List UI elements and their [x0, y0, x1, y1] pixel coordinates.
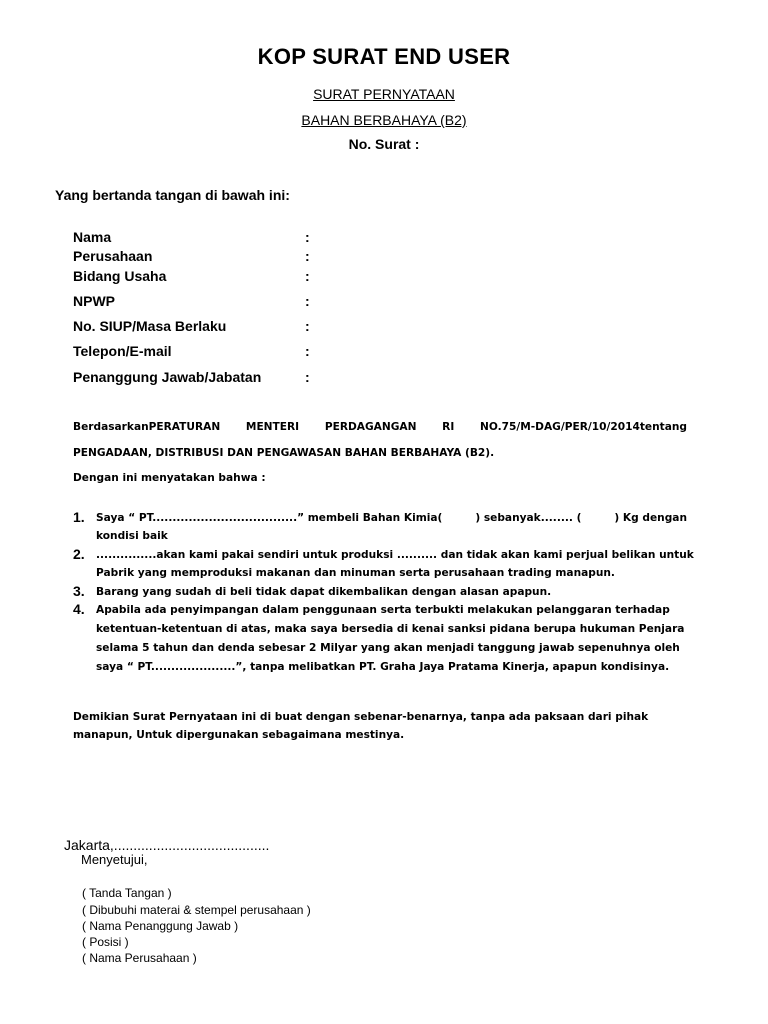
place-date: Jakarta,........................................ [64, 837, 270, 853]
closing-line2: manapun, Untuk dipergunakan sebagaimana mestinya. [73, 729, 405, 741]
legal-basis-line1 [73, 421, 687, 433]
letter-number: No. Surat : [348, 136, 420, 152]
field-colon: : [305, 229, 310, 245]
item-1-line1 [96, 512, 687, 524]
field-label-nama: Nama [73, 229, 112, 245]
signature-line: ( Dibubuhi materai & stempel perusahaan ) [82, 903, 311, 917]
item-number: 4. [73, 601, 85, 617]
legal-word: NO.75/M-DAG/PER/10/2014tentang [479, 421, 687, 433]
field-colon: : [305, 369, 310, 385]
document-title: SURAT PERNYATAAN [313, 86, 455, 102]
field-label-penanggung-jawab: Penanggung Jawab/Jabatan [73, 369, 262, 385]
item-1-segment: ) sebanyak........ ( [475, 512, 582, 524]
signature-line: ( Nama Perusahaan ) [82, 951, 197, 965]
declaration-intro: Dengan ini menyatakan bahwa : [73, 472, 266, 484]
item-2-line1: ...............akan kami pakai sendiri untuk produksi .......... dan tidak akan kami perjual belikan untuk [96, 549, 694, 561]
intro-text: Yang bertanda tangan di bawah ini: [55, 187, 290, 203]
field-colon: : [305, 318, 310, 334]
field-label-siup: No. SIUP/Masa Berlaku [73, 318, 227, 334]
item-1-segment: Saya “ PT....................................” membeli Bahan Kimia( [96, 512, 443, 524]
legal-word: PERDAGANGAN [324, 421, 417, 433]
field-label-npwp: NPWP [73, 293, 115, 309]
signature-line: ( Nama Penanggung Jawab ) [82, 919, 239, 933]
legal-word: MENTERI [245, 421, 300, 433]
item-1-line2: kondisi baik [96, 530, 168, 542]
closing-line1: Demikian Surat Pernyataan ini di buat dengan sebenar-benarnya, tanpa ada paksaan dari pihak [73, 711, 649, 723]
item-1-segment: ) Kg dengan [614, 512, 687, 524]
item-number: 3. [73, 583, 85, 599]
signature-line: ( Tanda Tangan ) [82, 886, 172, 900]
item-4-line1: Apabila ada penyimpangan dalam penggunaan serta terbukti melakukan pelanggaran terhadap [96, 604, 670, 616]
field-colon: : [305, 343, 310, 359]
field-label-perusahaan: Perusahaan [73, 248, 153, 264]
field-colon: : [305, 293, 310, 309]
item-2-line2: Pabrik yang memproduksi makanan dan minuman serta perusahaan trading manapun. [96, 567, 615, 579]
item-4-line4: saya “ PT.....................”, tanpa melibatkan PT. Graha Jaya Pratama Kinerja, apapun kondisinya. [96, 661, 670, 673]
legal-word: RI [442, 421, 455, 433]
letterhead-title: KOP SURAT END USER [257, 44, 511, 69]
field-label-bidang-usaha: Bidang Usaha [73, 268, 167, 284]
document-subtitle: BAHAN BERBAHAYA (B2) [301, 112, 467, 128]
legal-basis-line2: PENGADAAN, DISTRIBUSI DAN PENGAWASAN BAHAN BERBAHAYA (B2). [73, 447, 495, 459]
legal-word: BerdasarkanPERATURAN [73, 421, 221, 433]
field-label-telepon-email: Telepon/E-mail [73, 343, 172, 359]
item-4-line2: ketentuan-ketentuan di atas, maka saya bersedia di kenai sanksi pidana berupa hukuman Penjara [96, 623, 685, 635]
field-colon: : [305, 268, 310, 284]
field-colon: : [305, 248, 310, 264]
item-3-line1: Barang yang sudah di beli tidak dapat dikembalikan dengan alasan apapun. [96, 586, 552, 598]
signature-line: ( Posisi ) [82, 935, 129, 949]
item-number: 2. [73, 546, 85, 562]
item-4-line3: selama 5 tahun dan denda sebesar 2 Milyar yang akan menjadi tanggung jawab sepenuhnya oleh [96, 642, 680, 654]
item-number: 1. [73, 509, 85, 525]
approval-label: Menyetujui, [81, 852, 148, 867]
